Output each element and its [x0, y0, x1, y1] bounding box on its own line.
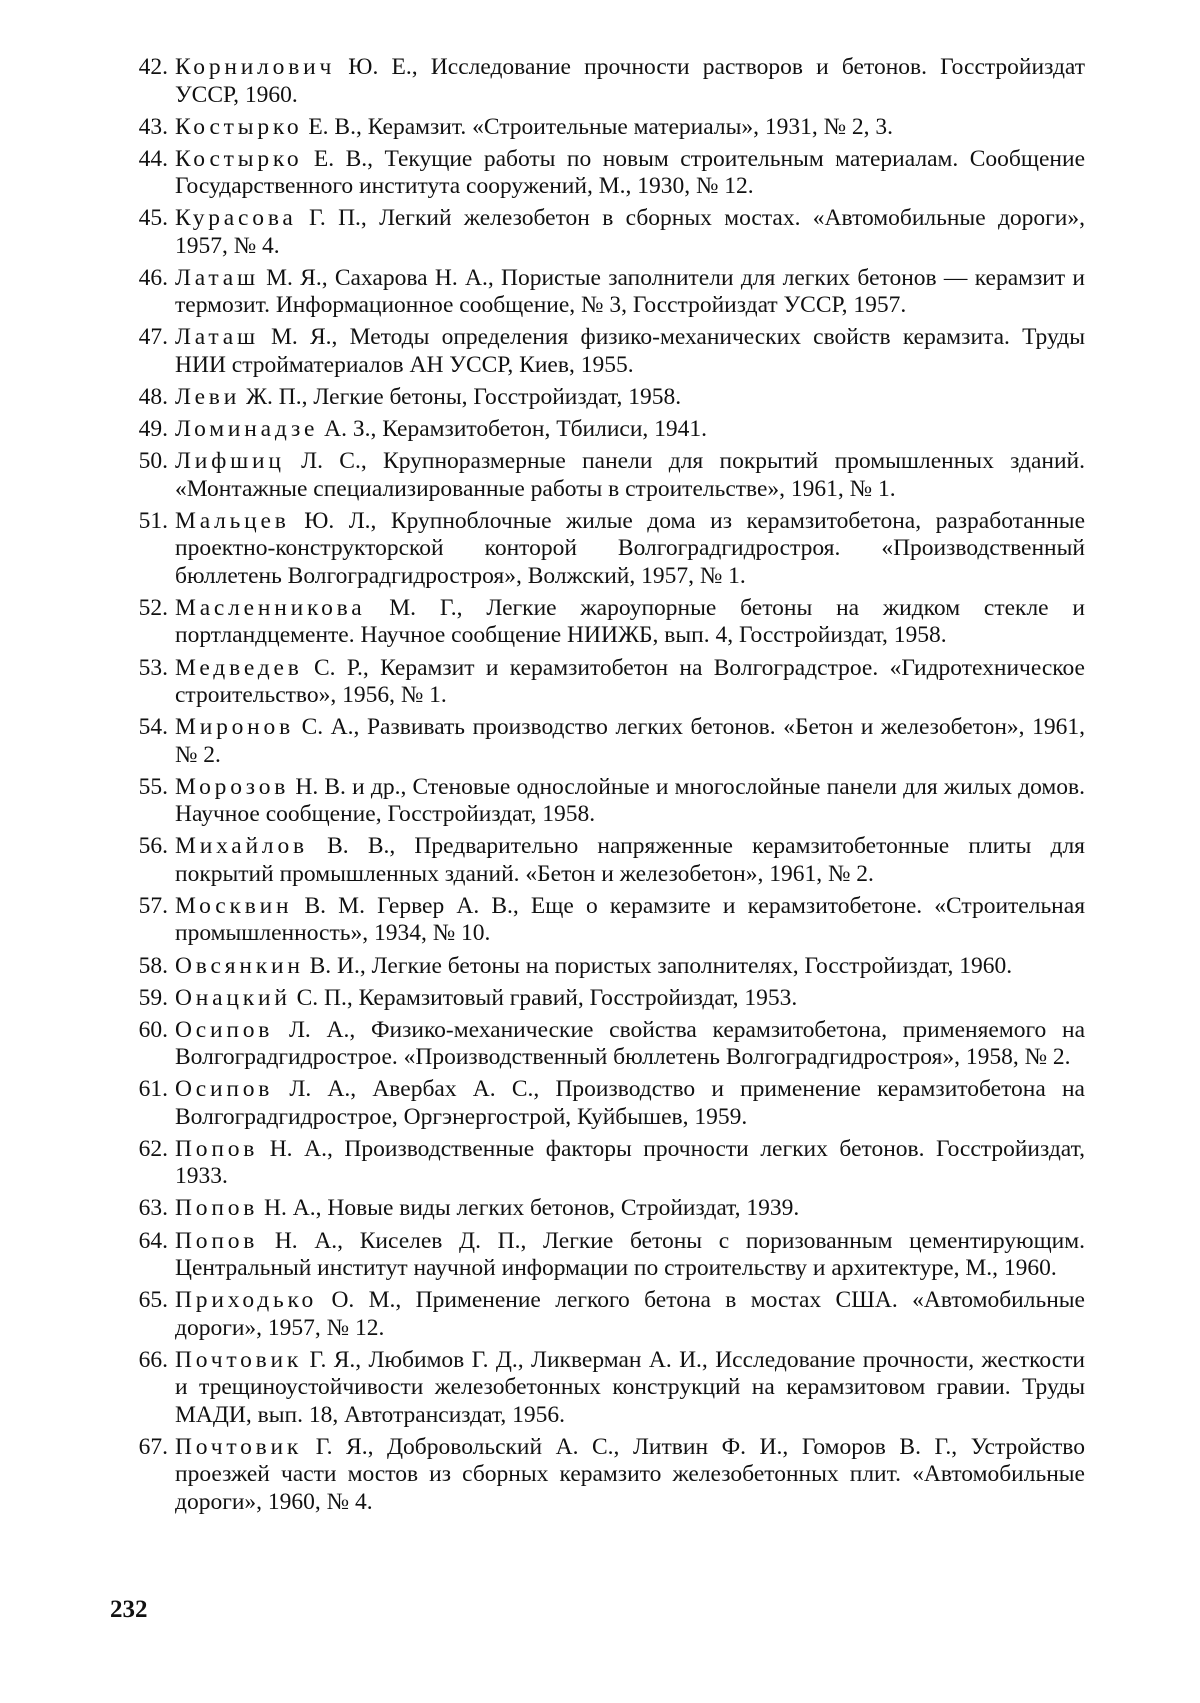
reference-number: 43.: [138, 113, 168, 140]
reference-author: Овсянкин: [175, 952, 304, 979]
reference-body: [175, 774, 1085, 829]
reference-text: Н. А., Новые виды легких бетонов, Стройиздат, 1939.: [258, 1195, 800, 1222]
reference-number: 57.: [138, 892, 168, 919]
reference-number: 53.: [138, 654, 168, 681]
reference-body: [175, 1228, 1085, 1283]
reference-entry: [125, 384, 1085, 412]
reference-entry: [125, 1017, 1085, 1072]
reference-number: 64.: [138, 1227, 168, 1254]
reference-body: [175, 655, 1085, 710]
reference-text: М. Г., Легкие жароупорные бетоны на жидком стекле и портландцементе. Научное сообщение НИИЖБ, вып. 4, Госстройиздат, 1958.: [175, 594, 1085, 649]
reference-entry: [125, 508, 1085, 591]
reference-body: [175, 324, 1085, 379]
reference-author: Осипов: [175, 1076, 274, 1103]
reference-entry: [125, 1228, 1085, 1283]
reference-number: 42.: [138, 54, 168, 80]
reference-number: 60.: [138, 1016, 168, 1043]
reference-author: Мальцев: [175, 507, 290, 534]
reference-text: Г. П., Легкий железобетон в сборных мостах. «Автомобильные дороги», 1957, № 4.: [175, 205, 1085, 259]
reference-text: Г. Я., Любимов Г. Д., Ликверман А. И., Исследование прочности, жесткости и трещиноустойчивости железобетонных конструкций на керамзитовом гравии. Труды МАДИ, вып. 18, Автотрансиздат, 1956.: [175, 1346, 1085, 1428]
reference-body: [175, 416, 1085, 444]
reference-body: [175, 146, 1085, 201]
reference-number: 45.: [138, 205, 168, 232]
reference-number: 50.: [138, 448, 168, 475]
reference-text: С. Р., Керамзит и керамзитобетон на Волгоградстрое. «Гидротехническое строительство», 1956, № 1.: [175, 654, 1085, 709]
reference-author: Попов: [175, 1227, 259, 1254]
reference-entry: [125, 1287, 1085, 1342]
reference-number: 49.: [138, 416, 168, 443]
reference-text: М. Я., Сахарова Н. А., Пористые заполнители для легких бетонов — керамзит и термозит. Информационное сообщение, № 3, Госстройиздат УССР, 1957.: [175, 264, 1085, 319]
reference-author: Попов: [175, 1135, 259, 1162]
reference-entry: [125, 205, 1085, 260]
reference-body: [175, 265, 1085, 320]
reference-text: В. В., Предварительно напряженные керамзитобетонные плиты для покрытий промышленных зданий. «Бетон и железобетон», 1961, № 2.: [175, 833, 1085, 887]
reference-entry: [125, 655, 1085, 710]
reference-entry: [125, 833, 1085, 888]
reference-body: [175, 953, 1085, 981]
reference-number: 63.: [138, 1195, 168, 1222]
reference-entry: [125, 953, 1085, 981]
reference-text: Н. В. и др., Стеновые однослойные и многослойные панели для жилых домов. Научное сообщение, Госстройиздат, 1958.: [175, 773, 1085, 828]
reference-text: Е. В., Керамзит. «Строительные материалы», 1931, № 2, 3.: [302, 113, 894, 140]
reference-author: Приходько: [175, 1287, 318, 1314]
reference-author: Морозов: [175, 773, 290, 800]
reference-body: [175, 114, 1085, 142]
reference-author: Миронов: [175, 714, 294, 741]
reference-entry: [125, 54, 1085, 109]
reference-number: 67.: [138, 1433, 168, 1460]
reference-text: Е. В., Текущие работы по новым строительным материалам. Сообщение Государственного института сооружений, М., 1930, № 12.: [175, 145, 1085, 200]
reference-number: 58.: [138, 952, 168, 979]
reference-entry: [125, 595, 1085, 650]
reference-number: 62.: [138, 1135, 168, 1162]
reference-author: Онацкий: [175, 984, 291, 1011]
reference-author: Латаш: [175, 324, 259, 351]
reference-entry: [125, 985, 1085, 1013]
reference-author: Костырко: [175, 145, 303, 172]
reference-entry: [125, 448, 1085, 503]
reference-author: Медведев: [175, 654, 303, 681]
reference-author: Москвин: [175, 892, 293, 919]
reference-body: [175, 1287, 1085, 1342]
reference-number: 52.: [138, 594, 168, 621]
reference-body: [175, 508, 1085, 591]
reference-number: 47.: [138, 324, 168, 351]
reference-entry: [125, 265, 1085, 320]
reference-author: Попов: [175, 1195, 259, 1222]
reference-author: Курасова: [175, 205, 297, 232]
reference-text: А. З., Керамзитобетон, Тбилиси, 1941.: [318, 416, 708, 443]
reference-number: 61.: [138, 1076, 168, 1103]
reference-body: [175, 448, 1085, 503]
reference-body: [175, 714, 1085, 769]
reference-author: Почтовик: [175, 1433, 303, 1460]
reference-author: Осипов: [175, 1016, 274, 1043]
reference-number: 66.: [138, 1346, 168, 1373]
reference-text: С. П., Керамзитовый гравий, Госстройиздат, 1953.: [290, 984, 798, 1011]
reference-body: [175, 54, 1085, 109]
reference-body: [175, 1195, 1085, 1223]
reference-number: 59.: [138, 984, 168, 1011]
reference-entry: [125, 774, 1085, 829]
reference-author: Почтовик: [175, 1346, 303, 1373]
reference-entry: [125, 893, 1085, 948]
reference-number: 51.: [138, 507, 168, 534]
reference-text: Ю. Е., Исследование прочности растворов и бетонов. Госстройиздат УССР, 1960.: [175, 54, 1085, 108]
reference-text: Г. Я., Добровольский А. С., Литвин Ф. И., Гоморов В. Г., Устройство проезжей части мостов из сборных керамзито железобетонных плит. «Автомобильные дороги», 1960, № 4.: [175, 1433, 1085, 1515]
reference-text: Л. А., Авербах А. С., Производство и применение керамзитобетона на Волгоградгидрострое, Оргэнергострой, Куйбышев, 1959.: [175, 1076, 1085, 1130]
reference-text: В. М. Гервер А. В., Еще о керамзите и керамзитобетоне. «Строительная промышленность», 1934, № 10.: [175, 892, 1085, 947]
reference-body: [175, 1076, 1085, 1131]
reference-body: [175, 833, 1085, 888]
reference-text: С. А., Развивать производство легких бетонов. «Бетон и железобетон», 1961, № 2.: [175, 714, 1085, 768]
reference-body: [175, 384, 1085, 412]
reference-text: Л. А., Физико-механические свойства керамзитобетона, применяемого на Волгоградгидрострое. «Производственный бюллетень Волгоградгидростроя», 1958, № 2.: [175, 1016, 1085, 1071]
reference-author: Масленникова: [175, 594, 366, 621]
page-number: 232: [110, 1596, 148, 1623]
reference-entry: [125, 1347, 1085, 1430]
reference-entry: [125, 1076, 1085, 1131]
reference-number: 48.: [138, 384, 168, 411]
reference-text: Н. А., Производственные факторы прочности легких бетонов. Госстройиздат, 1933.: [175, 1135, 1085, 1190]
reference-entry: [125, 714, 1085, 769]
reference-number: 54.: [138, 714, 168, 741]
reference-number: 55.: [138, 773, 168, 800]
reference-text: О. М., Применение легкого бетона в мостах США. «Автомобильные дороги», 1957, № 12.: [175, 1287, 1085, 1341]
reference-body: [175, 1017, 1085, 1072]
reference-entry: [125, 1434, 1085, 1517]
reference-text: Ю. Л., Крупноблочные жилые дома из керамзитобетона, разработанные проектно-конструкторской конторой Волгоградгидростроя. «Производственный бюллетень Волгоградгидростроя», Волжский, 1957, № 1.: [175, 507, 1085, 589]
reference-text: Ж. П., Легкие бетоны, Госстройиздат, 1958.: [240, 384, 682, 411]
reference-author: Латаш: [175, 264, 259, 291]
reference-body: [175, 595, 1085, 650]
reference-body: [175, 1434, 1085, 1517]
reference-text: В. И., Легкие бетоны на пористых заполнителях, Госстройиздат, 1960.: [303, 952, 1013, 979]
reference-number: 65.: [138, 1287, 168, 1314]
reference-entry: [125, 146, 1085, 201]
reference-author: Лифшиц: [175, 448, 285, 475]
reference-body: [175, 1347, 1085, 1430]
reference-body: [175, 1136, 1085, 1191]
reference-text: М. Я., Методы определения физико-механических свойств керамзита. Труды НИИ стройматериалов АН УССР, Киев, 1955.: [175, 324, 1085, 378]
reference-entry: [125, 416, 1085, 444]
reference-number: 44.: [138, 145, 168, 172]
reference-entry: [125, 324, 1085, 379]
reference-body: [175, 893, 1085, 948]
reference-list: [125, 54, 1085, 1521]
reference-entry: [125, 1195, 1085, 1223]
reference-body: [175, 205, 1085, 260]
reference-author: Михайлов: [175, 833, 308, 860]
reference-number: 56.: [138, 833, 168, 860]
reference-author: Костырко: [175, 113, 303, 140]
reference-text: Н. А., Киселев Д. П., Легкие бетоны с поризованным цементирующим. Центральный институт научной информации по строительству и архитектуре, М., 1960.: [175, 1227, 1085, 1282]
reference-number: 46.: [138, 264, 168, 291]
reference-author: Ломинадзе: [175, 416, 319, 443]
reference-body: [175, 985, 1085, 1013]
reference-author: Леви: [175, 384, 241, 411]
reference-author: Корнилович: [175, 54, 336, 80]
reference-entry: [125, 114, 1085, 142]
reference-text: Л. С., Крупноразмерные панели для покрытий промышленных зданий. «Монтажные специализированные работы в строительстве», 1961, № 1.: [175, 448, 1085, 502]
reference-entry: [125, 1136, 1085, 1191]
